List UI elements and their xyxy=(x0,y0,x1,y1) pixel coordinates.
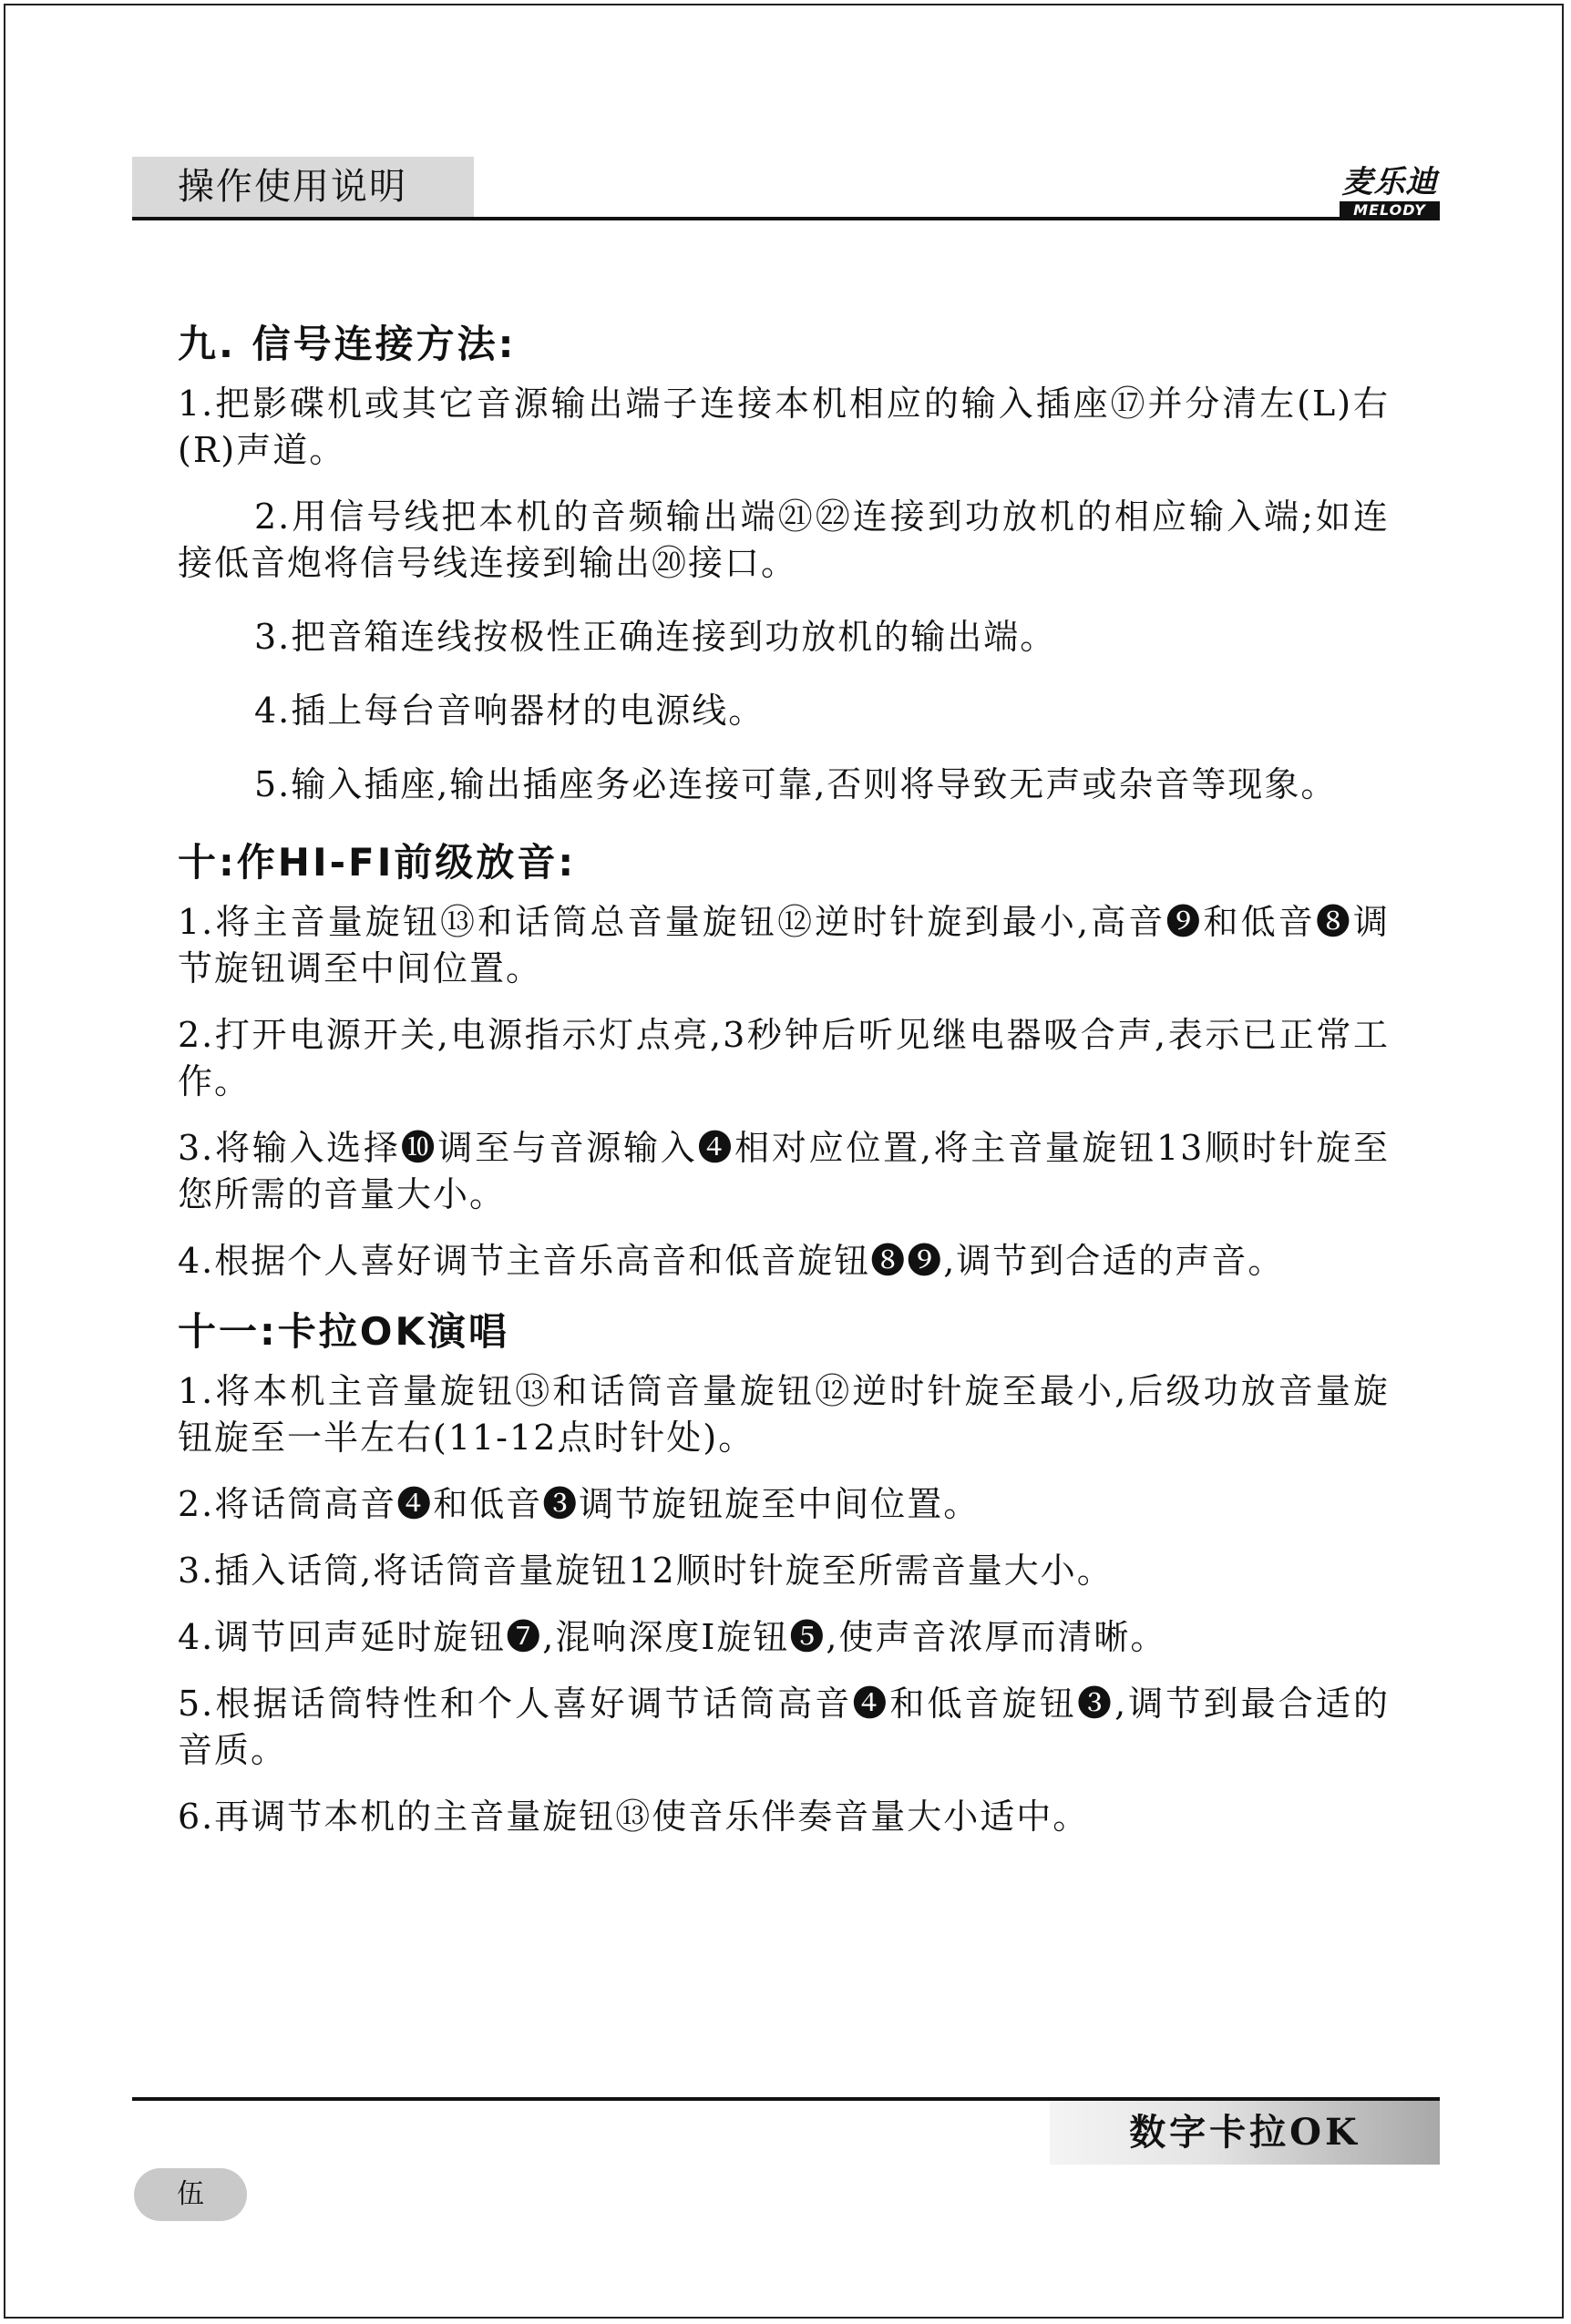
instruction-item: 5.根据话筒特性和个人喜好调节话筒高音❹和低音旋钮❸,调节到最合适的音质。 xyxy=(178,1684,1390,1770)
instruction-item: 2.打开电源开关,电源指示灯点亮,3秒钟后听见继电器吸合声,表示已正常工作。 xyxy=(178,1015,1390,1101)
manual-content xyxy=(178,310,1390,1860)
instruction-item: 4.插上每台音响器材的电源线。 xyxy=(254,691,765,731)
brand-logo xyxy=(1340,164,1440,220)
section-title: 十:作HI-FI前级放音: xyxy=(178,840,577,885)
page-number: 伍 xyxy=(134,2168,247,2221)
header-title: 操作使用说明 xyxy=(132,157,474,217)
instruction-item: 1.把影碟机或其它音源输出端子连接本机相应的输入插座⑰并分清左(L)右(R)声道。 xyxy=(178,384,1390,470)
section-title: 九. 信号连接方法: xyxy=(178,322,517,366)
header-rule xyxy=(132,217,1440,220)
footer-label: 数字卡拉OK xyxy=(1050,2101,1440,2165)
instruction-item: 4.调节回声延时旋钮❼,混响深度I旋钮❺,使声音浓厚而清晰。 xyxy=(178,1617,1167,1657)
instruction-item: 2.将话筒高音❹和低音❸调节旋钮旋至中间位置。 xyxy=(178,1484,981,1524)
instruction-item: 5.输入插座,输出插座务必连接可靠,否则将导致无声或杂音等现象。 xyxy=(254,764,1338,804)
instruction-item: 4.根据个人喜好调节主音乐高音和低音旋钮❽❾,调节到合适的声音。 xyxy=(178,1241,1285,1281)
brand-name-cn: 麦乐迪 xyxy=(1341,164,1438,200)
brand-name-en: MELODY xyxy=(1340,201,1440,220)
instruction-item: 2.用信号线把本机的音频输出端㉑㉒连接到功放机的相应输入端;如连接低音炮将信号线连接到输出⑳接口。 xyxy=(178,497,1390,583)
instruction-item: 1.将主音量旋钮⑬和话筒总音量旋钮⑫逆时针旋到最小,高音❾和低音❽调节旋钮调至中间位置。 xyxy=(178,902,1390,988)
instruction-item: 3.将输入选择❿调至与音源输入❹相对应位置,将主音量旋钮13顺时针旋至您所需的音量大小。 xyxy=(178,1128,1390,1214)
instruction-item: 3.把音箱连线按极性正确连接到功放机的输出端。 xyxy=(254,617,1057,657)
section-title: 十一:卡拉OK演唱 xyxy=(178,1309,510,1354)
instruction-item: 3.插入话筒,将话筒音量旋钮12顺时针旋至所需音量大小。 xyxy=(178,1551,1114,1591)
instruction-item: 6.再调节本机的主音量旋钮⑬使音乐伴奏音量大小适中。 xyxy=(178,1797,1090,1837)
instruction-item: 1.将本机主音量旋钮⑬和话筒音量旋钮⑫逆时针旋至最小,后级功放音量旋钮旋至一半左右(11-12点时针处)。 xyxy=(178,1371,1390,1458)
